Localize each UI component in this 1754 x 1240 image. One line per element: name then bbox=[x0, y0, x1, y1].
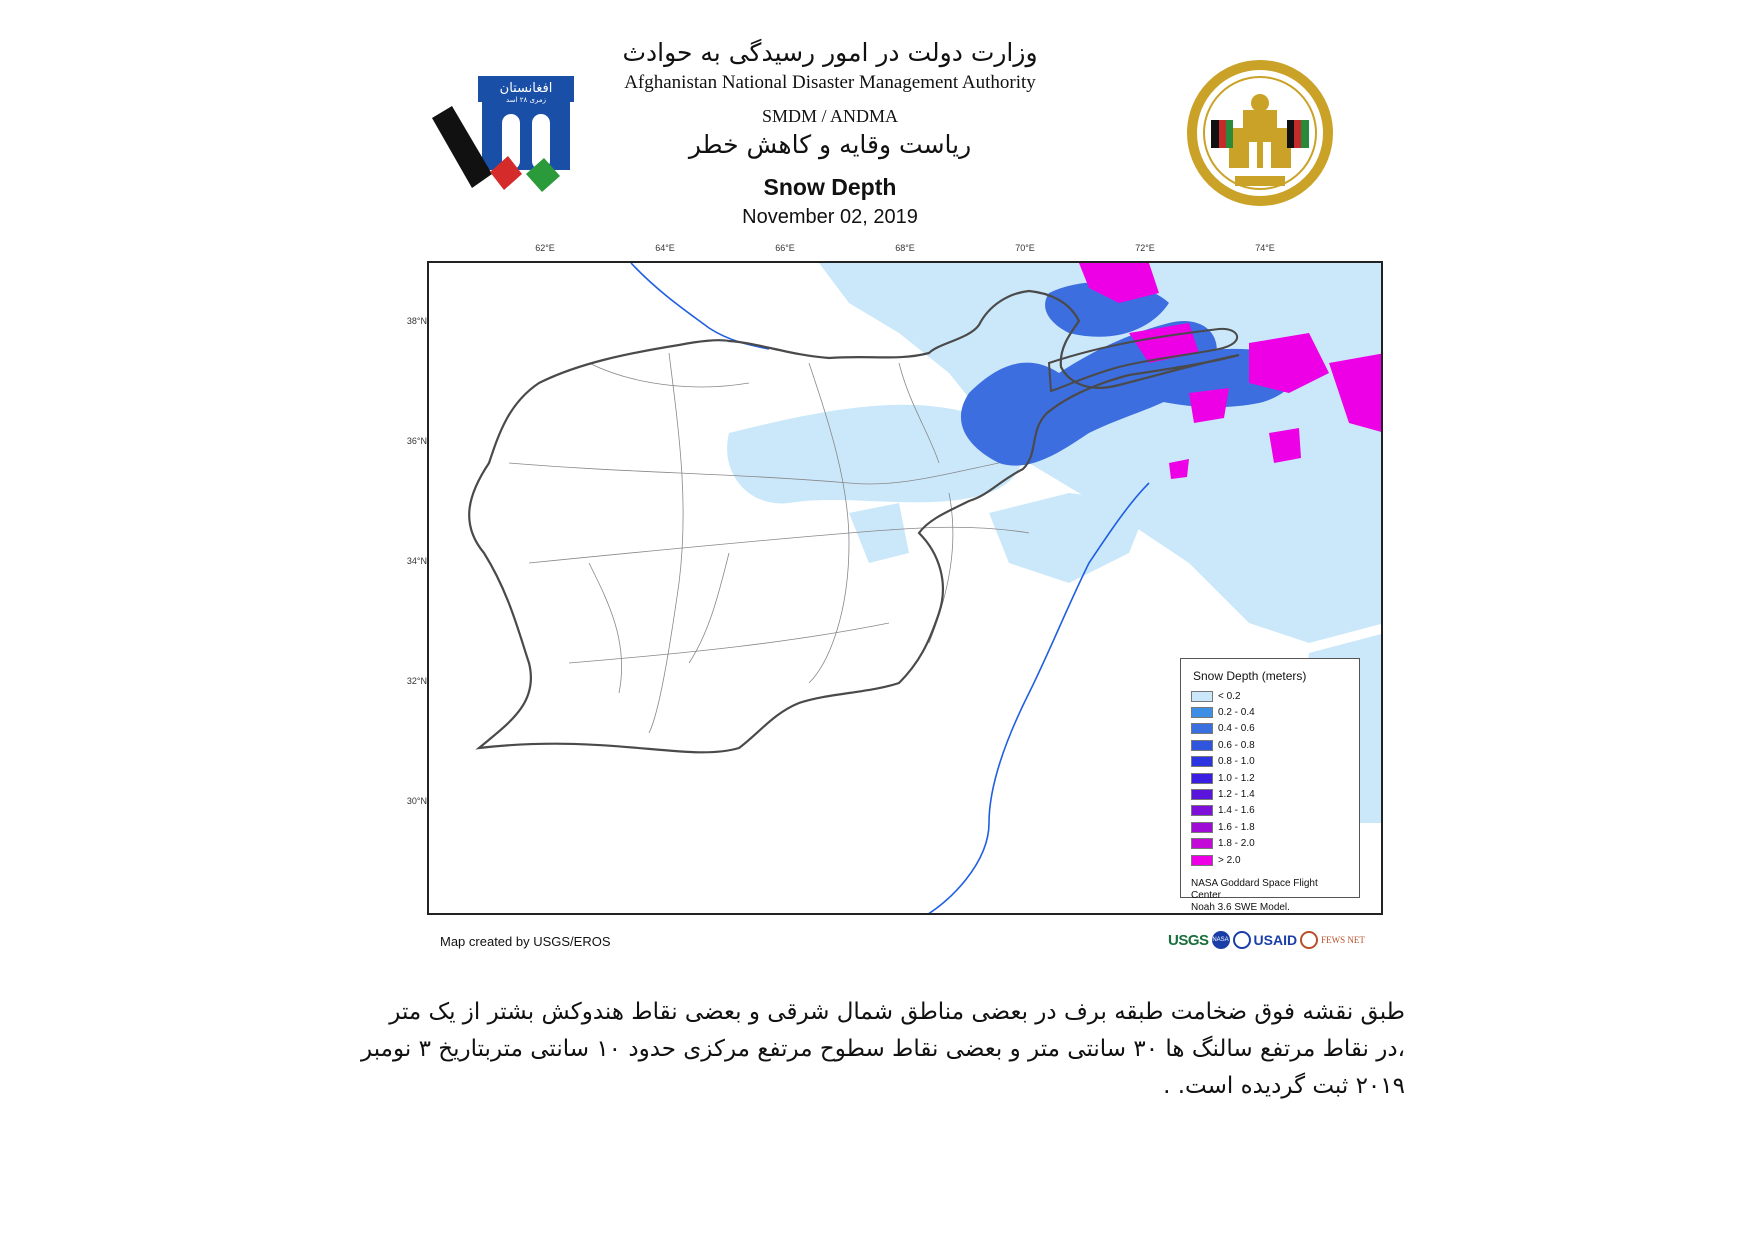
legend-row bbox=[1191, 688, 1349, 704]
org-name-fa: وزارت دولت در امور رسیدگی به حوادث bbox=[622, 38, 1038, 67]
legend-swatch bbox=[1191, 756, 1213, 767]
legend-credit-line1: NASA Goddard Space Flight Center bbox=[1191, 878, 1318, 902]
map-title: Snow Depth bbox=[763, 174, 897, 200]
fews-seal-icon bbox=[1300, 931, 1318, 949]
legend-row bbox=[1191, 836, 1349, 852]
legend-row bbox=[1191, 803, 1349, 819]
lat-tick: 34°N bbox=[406, 556, 427, 566]
legend-label: 1.8 - 2.0 bbox=[1218, 838, 1255, 850]
lat-tick: 38°N bbox=[406, 316, 427, 326]
legend-row bbox=[1191, 721, 1349, 737]
map-credit: Map created by USGS/EROS bbox=[440, 934, 611, 949]
legend-credit bbox=[1191, 878, 1349, 914]
legend-swatch bbox=[1191, 822, 1213, 833]
lon-tick: 68°E bbox=[895, 243, 915, 253]
logo-text: افغانستان bbox=[499, 81, 553, 96]
usgs-logo: USGS bbox=[1168, 931, 1209, 949]
lat-tick: 36°N bbox=[406, 436, 427, 446]
legend-label: < 0.2 bbox=[1218, 690, 1241, 702]
legend-swatch bbox=[1191, 838, 1213, 849]
legend-label: 1.0 - 1.2 bbox=[1218, 772, 1255, 784]
legend-label: > 2.0 bbox=[1218, 854, 1241, 866]
org-abbrev: SMDM / ANDMA bbox=[761, 106, 899, 126]
partner-logos bbox=[1168, 928, 1373, 952]
legend-credit-line2: Noah 3.6 SWE Model. bbox=[1191, 902, 1290, 914]
nasa-logo: NASA bbox=[1212, 931, 1230, 949]
legend-row bbox=[1191, 770, 1349, 786]
org-name-en: Afghanistan National Disaster Management Authority bbox=[624, 72, 1036, 93]
legend-title: Snow Depth (meters) bbox=[1193, 669, 1307, 683]
legend-swatch bbox=[1191, 805, 1213, 816]
lon-tick: 66°E bbox=[775, 243, 795, 253]
legend-row bbox=[1191, 852, 1349, 868]
legend-label: 0.6 - 0.8 bbox=[1218, 739, 1255, 751]
legend-row bbox=[1191, 819, 1349, 835]
map-date: November 02, 2019 bbox=[742, 206, 918, 228]
fews-logo: FEWS NET bbox=[1321, 935, 1365, 945]
national-emblem bbox=[1185, 58, 1335, 208]
usaid-logo: USAID bbox=[1253, 932, 1298, 948]
lon-tick: 62°E bbox=[535, 243, 555, 253]
legend-row bbox=[1191, 786, 1349, 802]
independence-logo bbox=[430, 70, 580, 200]
lon-tick: 64°E bbox=[655, 243, 675, 253]
legend-classes bbox=[1191, 688, 1349, 868]
legend-row bbox=[1191, 737, 1349, 753]
legend-swatch bbox=[1191, 773, 1213, 784]
legend-swatch bbox=[1191, 789, 1213, 800]
legend-label: 0.4 - 0.6 bbox=[1218, 723, 1255, 735]
legend-swatch bbox=[1191, 740, 1213, 751]
legend-label: 1.4 - 1.6 bbox=[1218, 805, 1255, 817]
legend-swatch bbox=[1191, 723, 1213, 734]
legend-label: 0.8 - 1.0 bbox=[1218, 756, 1255, 768]
lon-tick: 70°E bbox=[1015, 243, 1035, 253]
usaid-seal-icon bbox=[1233, 931, 1251, 949]
legend-swatch bbox=[1191, 855, 1213, 866]
description-text: طبق نقشه فوق ضخامت طبقه برف در بعضی مناطق شمال شرقی و بعضی نقاط هندوکش بشتر از یک متر ،در نقاط مرتفع سالنگ ها ۳۰ سانتی متر و بعضی نقاط سطوح مرتفع مرکزی حدود ۱۰ سانتی متربتاریخ ۳ نومبر ۲۰۱۹ ثبت گردیده است. . bbox=[361, 999, 1405, 1099]
lon-tick: 72°E bbox=[1135, 243, 1155, 253]
map-legend bbox=[1180, 658, 1360, 914]
logo-subtext: زمری ۲۸ اسد bbox=[506, 96, 546, 104]
legend-label: 0.2 - 0.4 bbox=[1218, 707, 1255, 719]
lat-tick: 30°N bbox=[406, 796, 427, 806]
lat-tick: 32°N bbox=[406, 676, 427, 686]
legend-label: 1.6 - 1.8 bbox=[1218, 821, 1255, 833]
legend-row bbox=[1191, 704, 1349, 720]
directorate-name: ریاست وقایه و کاهش خطر bbox=[688, 130, 972, 159]
legend-swatch bbox=[1191, 707, 1213, 718]
lon-tick: 74°E bbox=[1255, 243, 1275, 253]
legend-swatch bbox=[1191, 691, 1213, 702]
legend-row bbox=[1191, 754, 1349, 770]
legend-label: 1.2 - 1.4 bbox=[1218, 789, 1255, 801]
